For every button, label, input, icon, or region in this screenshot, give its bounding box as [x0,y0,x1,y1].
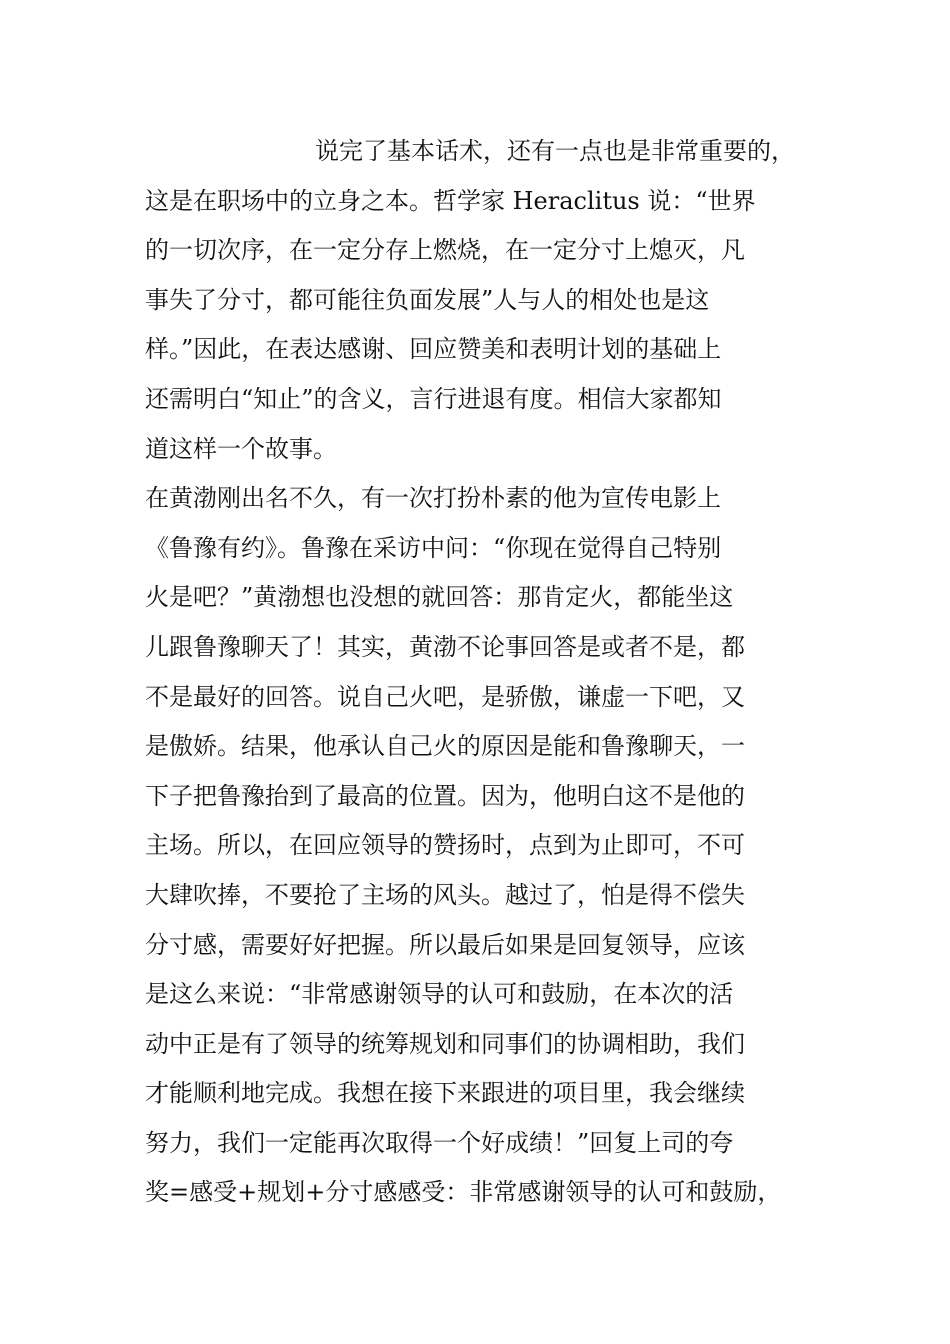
text-line: 《鲁豫有约》。鲁豫在采访中问：“你现在觉得自己特别 [145,533,722,562]
text-line: 在黄渤刚出名不久，有一次打扮朴素的他为宣传电影上 [145,484,721,513]
text-line: 下子把鲁豫抬到了最高的位置。因为，他明白这不是他的 [145,781,745,810]
paragraph-1 [145,127,815,474]
text-line: 道这样一个故事。 [145,434,337,463]
text-line: 主场。所以，在回应领导的赞扬时，点到为止即可，不可 [145,831,745,860]
text-line: 还需明白“知止”的含义，言行进退有度。相信大家都知 [145,384,722,413]
text-line: 是傲娇。结果，他承认自己火的原因是能和鲁豫聊天，一 [145,732,745,761]
text-line: 才能顺利地完成。我想在接下来跟进的项目里，我会继续 [145,1079,745,1108]
text-line: 这是在职场中的立身之本。哲学家 Heraclitus 说：“世界 [145,186,756,215]
text-line: 是这么来说：“非常感谢领导的认可和鼓励，在本次的活 [145,980,734,1009]
paragraph-2 [145,474,815,1218]
text-line: 火是吧？”黄渤想也没想的就回答：那肯定火，都能坐这 [145,583,734,612]
text-line: 动中正是有了领导的统筹规划和同事们的协调相助，我们 [145,1029,745,1058]
text-line: 奖=感受+规划+分寸感感受：非常感谢领导的认可和鼓励， [145,1178,782,1207]
text-line: 说完了基本话术，还有一点也是非常重要的， [315,137,795,165]
body-text [145,127,815,1218]
text-line: 大肆吹捧，不要抢了主场的风头。越过了，怕是得不偿失 [145,880,745,909]
text-line: 事失了分寸，都可能往负面发展”人与人的相处也是这 [145,285,710,314]
text-line: 分寸感，需要好好把握。所以最后如果是回复领导，应该 [145,930,745,959]
text-line: 不是最好的回答。说自己火吧，是骄傲，谦虚一下吧，又 [145,682,745,711]
text-line: 样。”因此，在表达感谢、回应赞美和表明计划的基础上 [145,335,722,364]
text-line: 的一切次序，在一定分存上燃烧，在一定分寸上熄灭，凡 [145,236,745,265]
text-line: 儿跟鲁豫聊天了！其实，黄渤不论事回答是或者不是，都 [145,632,745,661]
text-line: 努力，我们一定能再次取得一个好成绩！”回复上司的夸 [145,1128,734,1157]
